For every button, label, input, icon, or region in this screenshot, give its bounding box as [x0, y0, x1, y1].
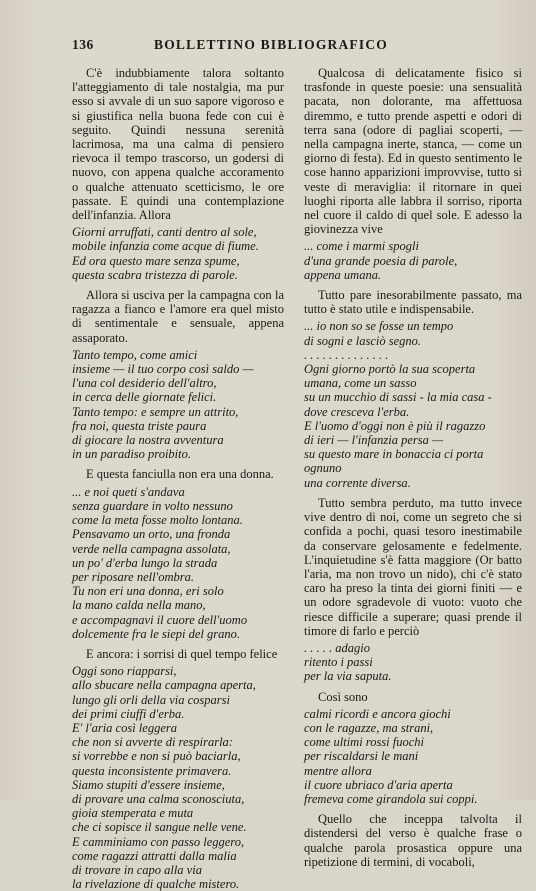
- verse-line: questa inconsistente primavera.: [72, 763, 232, 778]
- verse-line: fremeva come girandola sui coppi.: [304, 791, 478, 806]
- verse-line: di giocare la nostra avventura: [72, 433, 224, 448]
- verse-line: la rivelazione di qualche mistero.: [72, 877, 240, 891]
- paragraph: Quello che inceppa talvolta il distendersi del verso è qualche frase o qualche parola prosastica oppure una ripetizione di termini, di vocaboli,: [304, 812, 522, 869]
- paragraph: Tutto sembra perduto, ma tutto invece vive dentro di noi, come un segreto che si confida a pochi, quasi tesoro inestimabile da conservare gelosamente e fedelmente. L'inquietudine s'è fatta maggiore (Or batto l'aria, ma non trovo un nido), chi c'è stato caro ha preso la tinta dei giorni finiti — e un odore sgradevole di vuoto: vuoto che riesce difficile a superare; quasi prende il timore di farlo e perciò: [304, 495, 522, 638]
- verse-line: calmi ricordi e ancora giochi: [304, 706, 451, 721]
- verse-line: la mano calda nella mano,: [72, 598, 206, 613]
- verse-line: mobile infanzia come acque di fiume.: [72, 239, 259, 254]
- verse-line: di sogni e lasciò segno.: [304, 333, 422, 348]
- verse-line: Oggi sono riapparsi,: [72, 664, 177, 679]
- verse-line: e accompagnavi il cuore dell'uomo: [72, 612, 248, 627]
- verse-block: [304, 641, 522, 684]
- verse-line: l'una col desiderio dell'altro,: [72, 376, 217, 391]
- verse-block: [72, 348, 284, 462]
- verse-block: [72, 225, 284, 282]
- verse-line: ... e noi queti s'andava: [72, 484, 185, 499]
- verse-line: si vorrebbe e non si può baciarla,: [72, 749, 241, 764]
- verse-line: ... io non so se fosse un tempo: [304, 319, 454, 334]
- verse-line: . . . . . adagio: [304, 640, 370, 655]
- paragraph: E questa fanciulla non era una donna.: [86, 467, 274, 482]
- verse-line: Pensavamo un orto, una fronda: [72, 527, 231, 542]
- running-title: BOLLETTINO BIBLIOGRAFICO: [154, 37, 388, 52]
- verse-line: Tanto tempo: e sempre un attrito,: [72, 404, 239, 419]
- paragraph: C'è indubbiamente talora soltanto l'atteggiamento di tale nostalgia, ma pur esso si avvale di un suo sapore vigoroso e si giustifica nella buona fede con cui è seguito. Quindi nessuna serenità lacrimosa, ma una calma di pensiero rievoca il tempo trascorso, un godersi di nuovo, con appena qualche accoramento o qualche attenuato scetticismo, le ore passate. E quindi una contemplazione dell'infanzia. Allora: [72, 66, 284, 223]
- paragraph: Tutto pare inesorabilmente passato, ma tutto è stato utile e indispensabile.: [304, 288, 522, 317]
- left-column: [72, 66, 284, 891]
- verse-line: fra noi, questa triste paura: [72, 418, 207, 433]
- verse-line: su un mucchio di sassi - la mia casa -: [304, 390, 492, 405]
- page-number: 136: [72, 37, 94, 52]
- verse-line: Ed ora questo mare senza spume,: [72, 253, 240, 268]
- verse-line: ... come i marmi spogli: [304, 239, 419, 254]
- verse-line: E' l'aria così leggera: [72, 720, 177, 735]
- verse-line: insieme — il tuo corpo così saldo —: [72, 362, 254, 377]
- verse-line: ognuno: [304, 461, 342, 476]
- verse-line: un po' d'erba lungo la strada: [72, 555, 218, 570]
- verse-line: E l'uomo d'oggi non è più il ragazzo: [304, 418, 486, 433]
- verse-line: per la via saputa.: [304, 669, 392, 684]
- verse-line: dove cresceva l'erba.: [304, 404, 410, 419]
- verse-line: Tanto tempo, come amici: [72, 347, 198, 362]
- paragraph: Allora si usciva per la campagna con la ragazza a fianco e l'amore era quel misto di sentimentale e sensuale, appena assaporato.: [72, 288, 284, 345]
- verse-line: su questo mare in bonaccia ci porta: [304, 447, 484, 462]
- verse-line: mentre allora: [304, 763, 372, 778]
- verse-line: gioia stemperata e muta: [72, 806, 194, 821]
- verse-line: dolcemente fra le siepi del grano.: [72, 626, 241, 641]
- verse-line: che ci sopisce il sangue nelle vene.: [72, 820, 247, 835]
- verse-line: questa scabra tristezza di parole.: [72, 267, 238, 282]
- verse-line: appena umana.: [304, 267, 382, 282]
- verse-block: [304, 239, 522, 282]
- verse-line: come la meta fosse molto lontana.: [72, 513, 243, 528]
- verse-line: con le ragazze, ma strani,: [304, 720, 434, 735]
- verse-line: Tu non eri una donna, eri solo: [72, 584, 224, 599]
- verse-line: di trovare in capo alla via: [72, 862, 202, 877]
- verse-block: [72, 485, 284, 641]
- verse-line: lungo gli orli della via cosparsi: [72, 692, 230, 707]
- verse-line: ritento i passi: [304, 655, 373, 670]
- verse-line: il cuore ubriaco d'aria aperta: [304, 777, 453, 792]
- verse-line: in cerca delle giornate felici.: [72, 390, 217, 405]
- verse-line: come ragazzi attratti dalla malia: [72, 848, 237, 863]
- verse-line: senza guardare in volto nessuno: [72, 498, 233, 513]
- verse-line: d'una grande poesia di parole,: [304, 253, 458, 268]
- verse-line: che non si avverte di respirarla:: [72, 735, 233, 750]
- verse-line: . . . . . . . . . . . . . .: [304, 347, 389, 362]
- verse-line: come ultimi rossi fuochi: [304, 735, 425, 750]
- verse-line: verde nella campagna assolata,: [72, 541, 231, 556]
- verse-line: in un paradiso proibito.: [72, 447, 191, 462]
- verse-line: Ogni giorno portò la sua scoperta: [304, 362, 476, 377]
- paragraph: E ancora: i sorrisi di quel tempo felice: [86, 646, 278, 661]
- verse-line: per riposare nell'ombra.: [72, 569, 194, 584]
- verse-block: [304, 319, 522, 489]
- verse-line: E camminiamo con passo leggero,: [72, 834, 245, 849]
- verse-line: di ieri — l'infanzia persa —: [304, 433, 444, 448]
- verse-line: una corrente diversa.: [304, 475, 411, 490]
- verse-line: per riscaldarsi le mani: [304, 749, 419, 764]
- right-column: [304, 66, 522, 869]
- verse-block: [72, 664, 284, 891]
- paragraph: Qualcosa di delicatamente fisico si trasfonde in queste poesie: una sensualità pacata, non dolorante, ma affettuosa diremmo, e tutto prende aspetti e odori di terra sana (odore di pagliai scoperti, — nella campagna inerte, stanca, — come un giorno di festa). Ed in questo sentimento le cose hanno apparizioni improvvise, tutto si veste di meraviglia: il ritornare in quei luoghi riporta alle labbra il sorriso, riporta nel cuore il caldo di quel sole. E adesso la giovinezza vive: [304, 66, 522, 237]
- verse-block: [304, 707, 522, 806]
- paragraph: Così sono: [318, 689, 368, 704]
- verse-line: di provare una calma sconosciuta,: [72, 791, 245, 806]
- page-header: [72, 37, 522, 57]
- verse-line: Siamo stupiti d'essere insieme,: [72, 777, 225, 792]
- verse-line: umana, come un sasso: [304, 376, 417, 391]
- verse-line: allo sbucare nella campagna aperta,: [72, 678, 256, 693]
- verse-line: dei primi ciuffi d'erba.: [72, 706, 185, 721]
- verse-line: Giorni arruffati, canti dentro al sole,: [72, 225, 257, 240]
